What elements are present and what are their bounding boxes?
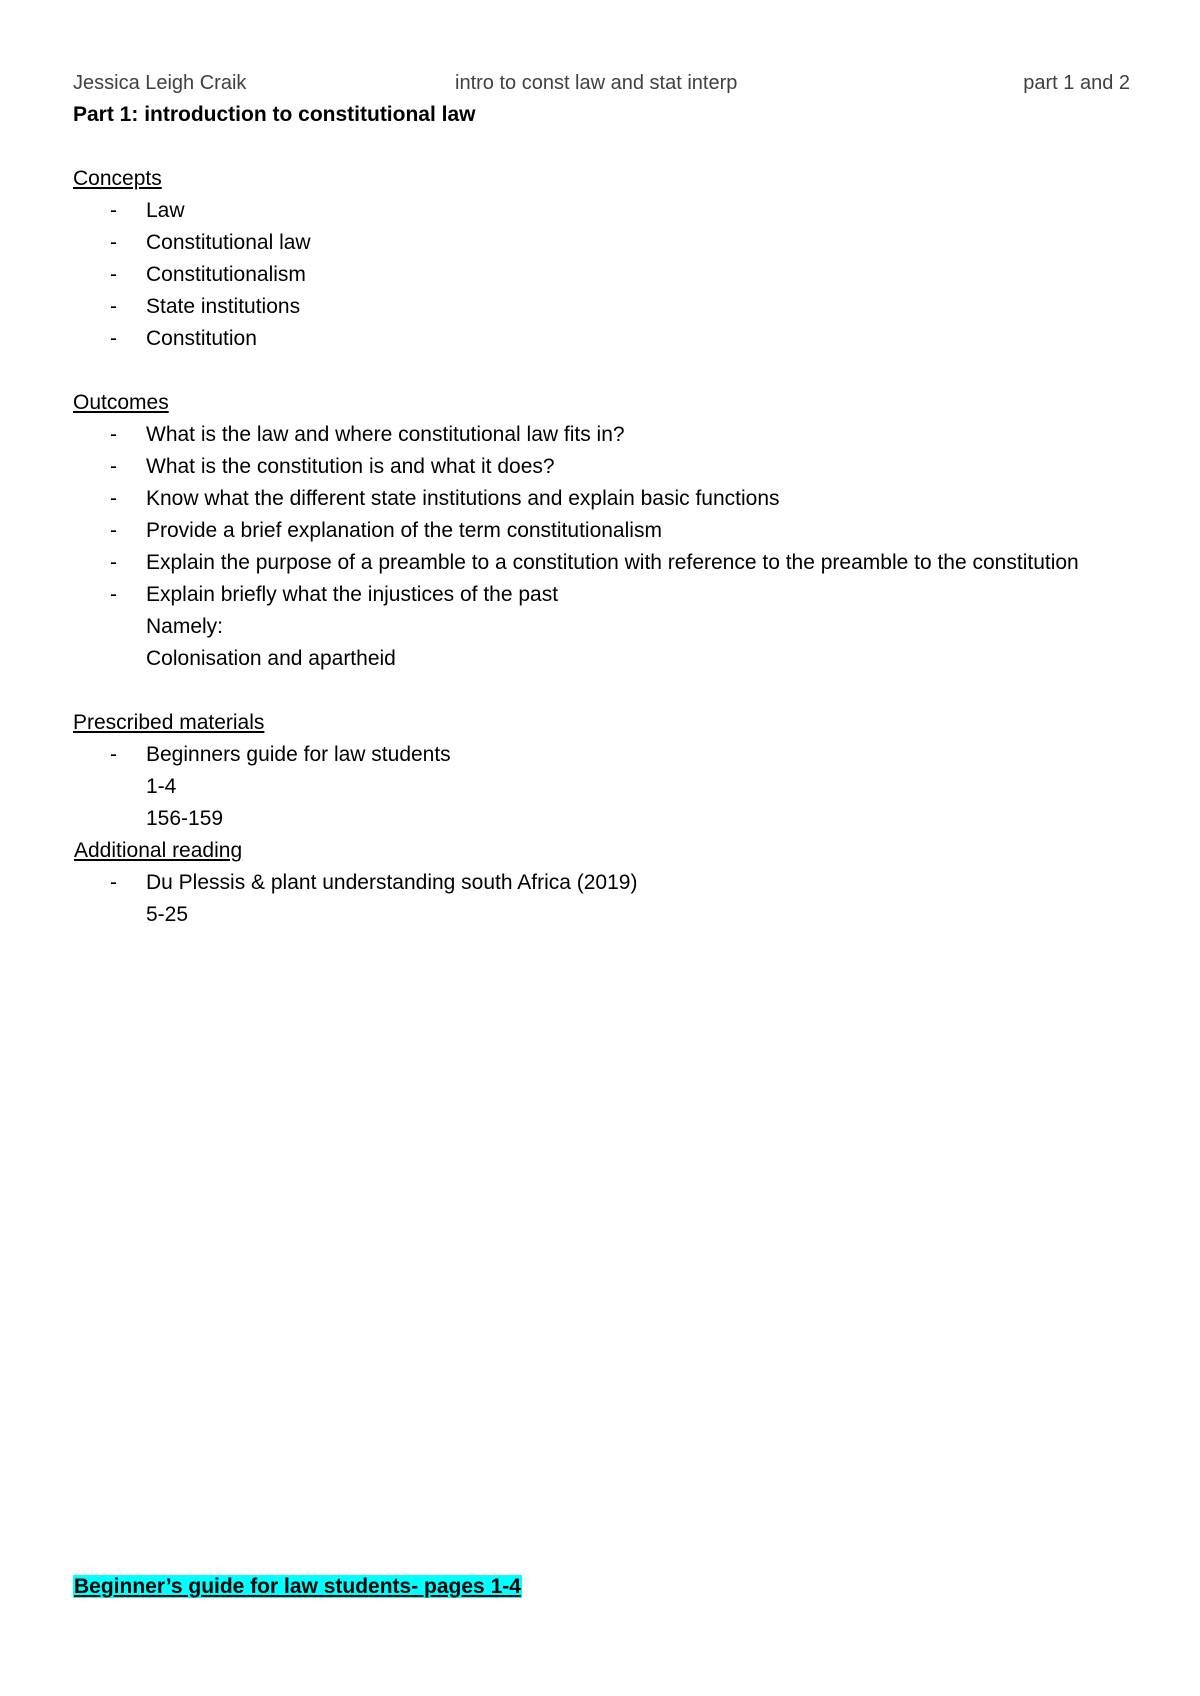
- additional-heading: Additional reading: [74, 839, 243, 862]
- list-item: - Constitutional law: [73, 227, 1133, 259]
- document-body: [73, 99, 1133, 931]
- dash-bullet: -: [110, 199, 117, 222]
- list-item: - Provide a brief explanation of the term constitutionalism: [73, 515, 1133, 547]
- outcomes-list: [73, 419, 1133, 675]
- dash-bullet: -: [110, 263, 117, 286]
- list-item: - What is the law and where constitutional law fits in?: [73, 419, 1133, 451]
- list-item: - Explain the purpose of a preamble to a constitution with reference to the preamble to the constitution: [73, 547, 1133, 579]
- dash-bullet: -: [110, 423, 117, 446]
- page-range: 5-25: [146, 903, 189, 926]
- dash-bullet: -: [110, 583, 117, 606]
- dash-bullet: -: [110, 871, 117, 894]
- dash-bullet: -: [110, 551, 117, 574]
- highlighted-heading-wrap: [73, 1572, 522, 1602]
- list-item: - Constitution: [73, 323, 1133, 355]
- spacer: [73, 131, 1133, 163]
- dash-bullet: -: [110, 743, 117, 766]
- page-title: Part 1: introduction to constitutional law: [73, 103, 476, 126]
- header-course: intro to const law and stat interp: [455, 72, 738, 94]
- dash-bullet: -: [110, 231, 117, 254]
- header-author: Jessica Leigh Craik: [73, 72, 247, 94]
- dash-bullet: -: [110, 327, 117, 350]
- list-item: - What is the constitution is and what it does?: [73, 451, 1133, 483]
- outcome-sub-line: Colonisation and apartheid: [146, 647, 396, 670]
- spacer: [73, 675, 1133, 707]
- list-item: - Beginners guide for law students 1-4 156-159: [73, 739, 1133, 835]
- list-item: - State institutions: [73, 291, 1133, 323]
- page-range: 1-4: [146, 775, 177, 798]
- concepts-heading: Concepts: [73, 167, 162, 190]
- highlighted-heading: Beginner’s guide for law students- pages 1-4: [74, 1575, 521, 1598]
- list-item: - Know what the different state institutions and explain basic functions: [73, 483, 1133, 515]
- list-item: - Constitutionalism: [73, 259, 1133, 291]
- prescribed-heading: Prescribed materials: [73, 711, 265, 734]
- list-item: - Du Plessis & plant understanding south Africa (2019) 5-25: [73, 867, 1133, 931]
- list-item: - Explain briefly what the injustices of the past Namely: Colonisation and apartheid: [73, 579, 1133, 675]
- dash-bullet: -: [110, 519, 117, 542]
- spacer: [73, 355, 1133, 387]
- concepts-list: [73, 195, 1133, 355]
- outcomes-heading: Outcomes: [73, 391, 169, 414]
- page-range: 156-159: [146, 807, 224, 830]
- prescribed-list: [73, 739, 1133, 835]
- dash-bullet: -: [110, 487, 117, 510]
- dash-bullet: -: [110, 295, 117, 318]
- list-item: - Law: [73, 195, 1133, 227]
- additional-list: [73, 867, 1133, 931]
- header-part: part 1 and 2: [1023, 72, 1130, 94]
- dash-bullet: -: [110, 455, 117, 478]
- outcome-sub-line: Namely:: [146, 615, 224, 638]
